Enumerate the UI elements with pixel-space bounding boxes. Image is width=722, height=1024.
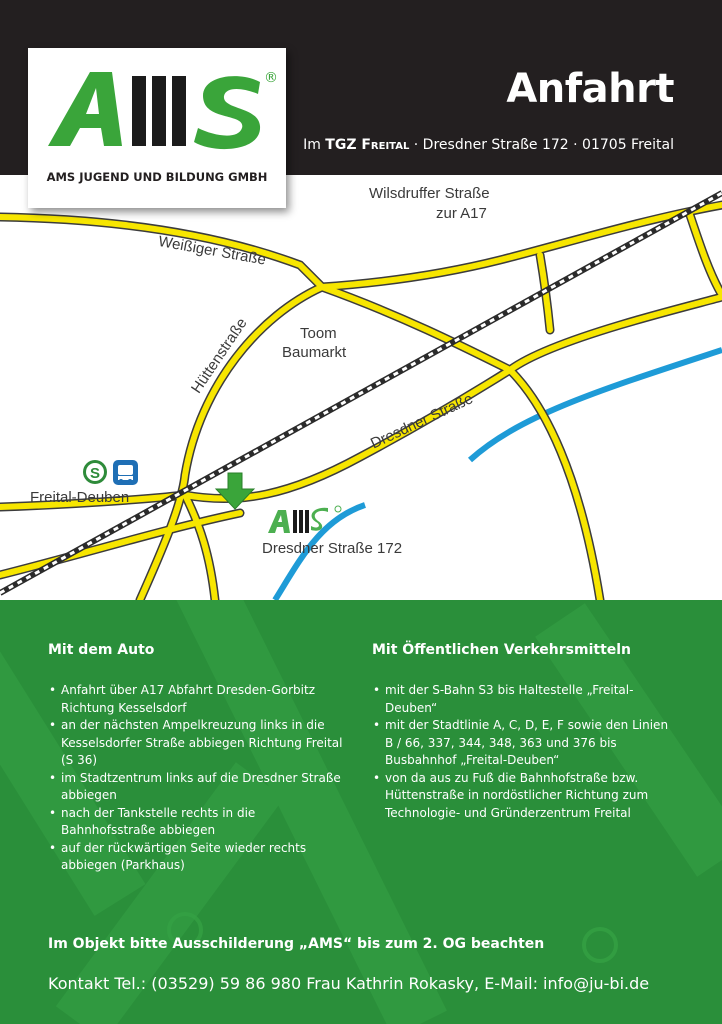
- label-wilsdruffer-strasse: Wilsdruffer Straße: [369, 185, 490, 202]
- registered-mark: ®: [264, 70, 278, 86]
- page-title: Anfahrt: [506, 66, 674, 112]
- road-south-1: [185, 495, 215, 600]
- list-item: • auf der rückwärtigen Seite wieder rechts abbiegen (Parkhaus): [48, 840, 348, 875]
- list-item: • mit der S-Bahn S3 bis Haltestelle „Freital-Deuben“: [372, 682, 677, 717]
- list-item: • mit der Stadtlinie A, C, D, E, F sowie den Linien B / 66, 337, 344, 348, 363 und 376 bis Busbahnhof „Freital-Deuben“: [372, 717, 677, 770]
- label-freital-deuben: Freital-Deuben: [30, 489, 130, 506]
- address-building: TGZ Freital: [325, 137, 410, 153]
- railway-ties: [0, 193, 722, 593]
- label-weissiger-strasse: Weißiger Straße: [157, 233, 268, 269]
- label-baumarkt: Baumarkt: [282, 344, 347, 361]
- label-zur-a17: zur A17: [436, 205, 487, 222]
- company-name: AMS JUGEND UND BILDUNG GMBH: [46, 170, 268, 184]
- address-street: · Dresdner Straße 172 · 01705 Freital: [409, 137, 674, 153]
- logo: [28, 48, 286, 208]
- road-wilsdruffer: [322, 205, 722, 287]
- ams-logo-graphic: [28, 48, 286, 168]
- road-northeast: [690, 215, 722, 295]
- label-toom: Toom: [300, 325, 337, 342]
- transit-directions-list: [372, 682, 677, 822]
- car-directions-list: [48, 682, 348, 875]
- list-item: • im Stadtzentrum links auf die Dresdner Straße abbiegen: [48, 770, 348, 805]
- contact-line: Kontakt Tel.: (03529) 59 86 980 Frau Kathrin Rokasky, E-Mail: info@ju-bi.de: [48, 974, 650, 993]
- bus-icon: [113, 460, 138, 485]
- list-item: • Anfahrt über A17 Abfahrt Dresden-Gorbitz Richtung Kesselsdorf: [48, 682, 348, 717]
- car-heading: Mit dem Auto: [48, 642, 155, 658]
- label-destination-address: Dresdner Straße 172: [262, 540, 403, 557]
- transit-heading: Mit Öffentlichen Verkehrsmitteln: [372, 642, 632, 658]
- list-item: • an der nächsten Ampelkreuzung links in die Kesselsdorfer Straße abbiegen Richtung Freital (S 36): [48, 717, 348, 770]
- route-map-drawing: [0, 175, 722, 600]
- info-panel: [0, 600, 722, 1024]
- sbahn-symbol: S: [89, 465, 101, 482]
- signage-note: Im Objekt bitte Ausschilderung „AMS“ bis zum 2. OG beachten: [48, 936, 545, 952]
- label-dresdner-strasse: Dresdner Straße: [368, 390, 476, 453]
- list-item: • von da aus zu Fuß die Bahnhofstraße bzw. Hüttenstraße in nordöstlicher Richtung zum Technologie- und Gründerzentrum Freital: [372, 770, 677, 823]
- route-map: [0, 175, 722, 600]
- address-line: [303, 137, 674, 153]
- sbahn-icon: [83, 460, 107, 484]
- label-huettenstrasse: Hüttenstraße: [188, 315, 251, 397]
- list-item: • nach der Tankstelle rechts in die Bahnhofsstraße abbiegen: [48, 805, 348, 840]
- road-southeast: [510, 370, 600, 600]
- destination-arrow: [216, 473, 254, 509]
- address-prefix: Im: [303, 137, 326, 153]
